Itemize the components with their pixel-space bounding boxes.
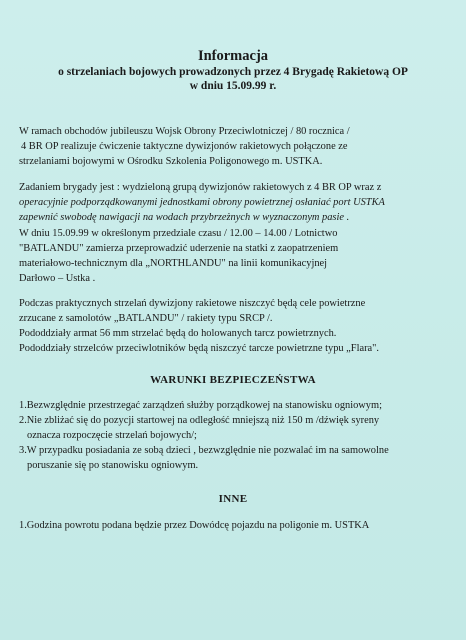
text-line: W dniu 15.09.99 w określonym przedziale czasu / 12.00 – 14.00 / Lotnictwo bbox=[19, 228, 338, 239]
list-item: poruszanie się po stanowisku ogniowym. bbox=[27, 460, 199, 471]
text-line: operacyjnie podporządkowanymi jednostkami obrony powietrznej osłaniać port USTKA bbox=[19, 197, 385, 208]
safety-list bbox=[19, 398, 449, 473]
list-item: oznacza rozpoczęcie strzelań bojowych/; bbox=[27, 430, 197, 441]
text-line: zrzucane z samolotów „BATLANDU" / rakiety typu SRCP /. bbox=[19, 313, 273, 324]
text-line: "BATLANDU" zamierza przeprowadzić uderzenie na statki z zaopatrzeniem bbox=[19, 243, 339, 254]
text-line: Podczas praktycznych strzelań dywizjony rakietowe niszczyć będą cele powietrzne bbox=[19, 298, 366, 309]
text-line: Zadaniem brygady jest : wydzieloną grupą dywizjonów rakietowych z 4 BR OP wraz z bbox=[19, 182, 382, 193]
intro-paragraph bbox=[19, 124, 449, 169]
other-list bbox=[19, 518, 449, 533]
text-line: Pododdziały armat 56 mm strzelać będą do holowanych tarcz powietrznych. bbox=[19, 328, 337, 339]
list-item: 1.Bezwzględnie przestrzegać zarządzeń służby porządkowej na stanowisku ogniowym; bbox=[19, 400, 382, 411]
text-line: zapewnić swobodę nawigacji na wodach przybrzeżnych w wyznaczonym pasie . bbox=[19, 212, 350, 223]
text-line: Pododdziały strzelców przeciwlotników będą niszczyć tarcze powietrzne typu „Flara". bbox=[19, 343, 379, 354]
list-item: 1.Godzina powrotu podana będzie przez Dowódcę pojazdu na poligonie m. USTKA bbox=[19, 520, 370, 531]
text-line: W ramach obchodów jubileuszu Wojsk Obrony Przeciwlotniczej / 80 rocznica / bbox=[19, 126, 350, 137]
document-header bbox=[0, 48, 466, 93]
document-subtitle-line-1: o strzelaniach bojowych prowadzonych przez 4 Brygadę Rakietową OP bbox=[58, 66, 408, 78]
text-line: materiałowo-technicznym dla „NORTHLANDU" na linii komunikacyjnej bbox=[19, 258, 328, 269]
document-subtitle-line-2: w dniu 15.09.99 r. bbox=[189, 80, 277, 92]
list-item: 3.W przypadku posiadania ze sobą dzieci , bezwzględnie nie pozwalać im na samowolne bbox=[19, 445, 389, 456]
task-paragraph bbox=[19, 180, 449, 225]
other-heading: INNE bbox=[218, 493, 248, 505]
list-item: 2.Nie zbliżać się do pozycji startowej na odległość mniejszą niż 150 m /dźwięk syreny bbox=[19, 415, 380, 426]
text-line: strzelaniami bojowymi w Ośrodku Szkolenia Poligonowego m. USTKA. bbox=[19, 156, 323, 167]
document-title: Informacja bbox=[197, 48, 269, 64]
text-line: 4 BR OP realizuje ćwiczenie taktyczne dywizjonów rakietowych połączone ze bbox=[21, 141, 348, 152]
safety-heading: WARUNKI BEZPIECZEŃSTWA bbox=[150, 374, 316, 386]
practice-paragraph bbox=[19, 296, 449, 356]
text-line: Darłowo – Ustka . bbox=[19, 273, 96, 284]
schedule-paragraph bbox=[19, 226, 449, 286]
